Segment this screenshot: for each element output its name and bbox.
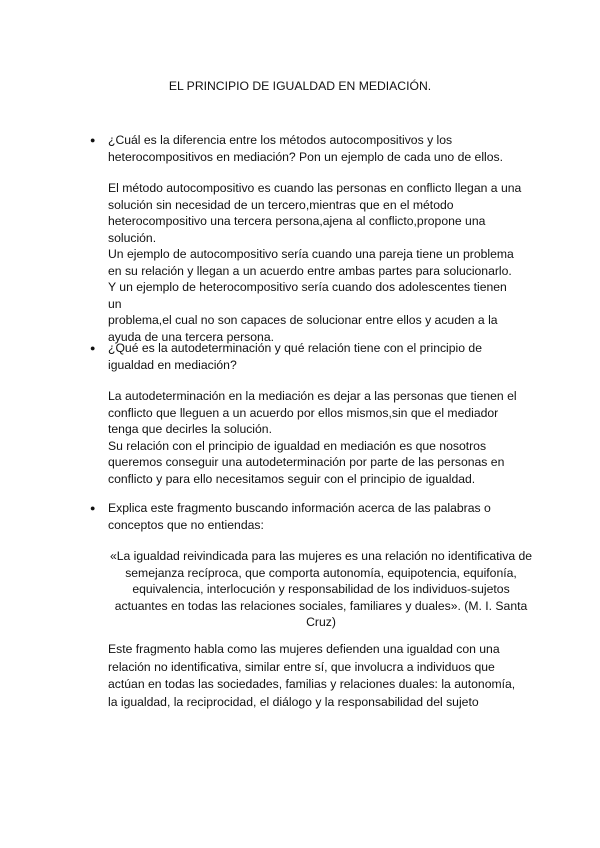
question-1: ¿Cuál es la diferencia entre los métodos autocompositivos y los heterocompositivos en mediación? Pon un ejemplo de cada uno de ellos. [108, 133, 503, 164]
answer-2: La autodeterminación en la mediación es dejar a las personas que tienen el conflicto que lleguen a un acuerdo por ellos mismos,sin que el mediador tenga que decirles la solución. Su relación con el principio de igualdad en mediación es que nosotros queremos conseguir una autodeterminación por parte de las personas en conflicto y para ello necesitamos seguir con el principio de igualdad. [108, 389, 517, 486]
bullet-icon: ● [90, 503, 96, 513]
bullet-icon: ● [90, 343, 96, 353]
question-2: ¿Qué es la autodeterminación y qué relación tiene con el principio de igualdad en mediación? [108, 341, 482, 372]
answer-3: Este fragmento habla como las mujeres defienden una igualdad con una relación no identificativa, similar entre sí, que involucra a individuos que actúan en todas las sociedades, familias y relaciones duales: la autonomía, la igualdad, la reciprocidad, el diálogo y la responsabilidad del sujeto [108, 642, 516, 709]
document-title: EL PRINCIPIO DE IGUALDAD EN MEDIACIÓN. [168, 79, 432, 93]
bullet-icon: ● [90, 135, 96, 145]
answer-1: El método autocompositivo es cuando las personas en conflicto llegan a una solución sin necesidad de un tercero,mientras que en el método heterocompositivo una tercera persona,ajena al conflicto,propone una solución. Un ejemplo de autocompositivo sería cuando una pareja tiene un problema en su relación y llegan a un acuerdo entre ambas partes para solucionarlo. Y un ejemplo de heterocompositivo sería cuando dos adolescentes tienen un problema,el cual no son capaces de solucionar entre ellos y acuden a la ayuda de una tercera persona. [108, 181, 522, 344]
question-3: Explica este fragmento buscando información acerca de las palabras o conceptos que no entiendas: [108, 501, 491, 532]
quote-block: «La igualdad reivindicada para las mujeres es una relación no identificativa de semejanza recíproca, que comporta autonomía, equipotencia, equifonía, equivalencia, interlocución y responsabilidad de los individuos-sujetos actuantes en todas las relaciones sociales, familiares y duales». (M. I. Santa Cruz) [109, 549, 533, 629]
